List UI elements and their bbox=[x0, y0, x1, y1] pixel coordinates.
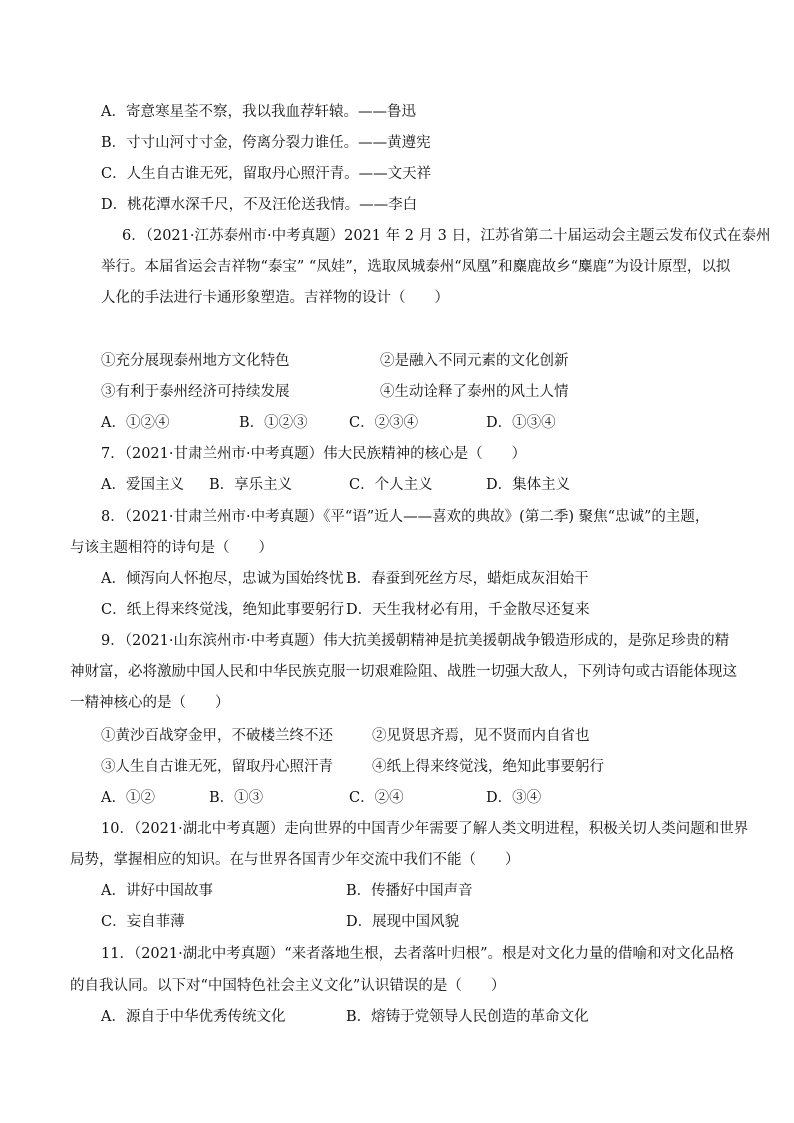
option-b: B．享乐主义 bbox=[209, 477, 293, 493]
statement-1: ①充分展现泰州地方文化特色 bbox=[101, 353, 290, 369]
option-a: A．源自于中华优秀传统文化 bbox=[101, 1009, 286, 1025]
option-b: B．①②③ bbox=[239, 415, 308, 431]
option-c: C．②④ bbox=[349, 790, 404, 806]
option-d: D．①③④ bbox=[486, 415, 556, 431]
option-c: C．纸上得来终觉浅，绝知此事要躬行 bbox=[101, 602, 345, 618]
question-9-line-2: 神财富，必将激励中国人民和中华民族克服一切艰难险阻、战胜一切强大敌人，下列诗句或古语能体现这 bbox=[70, 664, 737, 680]
option-d: D．天生我材必有用，千金散尽还复来 bbox=[346, 602, 590, 618]
question-6-line-3: 人化的手法进行卡通形象塑造。吉祥物的设计（ ） bbox=[101, 290, 449, 306]
option-b: B．传播好中国声音 bbox=[346, 883, 473, 899]
option-b: B．①③ bbox=[209, 790, 264, 806]
option-d: D．桃花潭水深千尺，不及汪伦送我情。——李白 bbox=[101, 197, 418, 213]
option-c: C．人生自古谁无死，留取丹心照汗青。——文天祥 bbox=[101, 166, 432, 182]
question-11-line-1: 11．（2021·湖北中考真题）“来者落地生根，去者落叶归根”。根是对文化力量的借喻和对文化品格 bbox=[101, 946, 735, 962]
statement-1: ①黄沙百战穿金甲，不破楼兰终不还 bbox=[101, 728, 333, 744]
option-d: D．展现中国风貌 bbox=[346, 914, 460, 930]
question-9-line-3: 一精神核心的是（ ） bbox=[70, 695, 230, 711]
statement-4: ④生动诠释了泰州的风土人情 bbox=[380, 384, 569, 400]
option-c: C．个人主义 bbox=[349, 477, 433, 493]
option-b: B．寸寸山河寸寸金，侉离分裂力谁任。——黄遵宪 bbox=[101, 135, 431, 151]
option-a: A．爱国主义 bbox=[101, 477, 184, 493]
statement-2: ②见贤思齐焉，见不贤而内自省也 bbox=[372, 728, 590, 744]
statement-2: ②是融入不同元素的文化创新 bbox=[380, 353, 569, 369]
question-6-line-1: 6．（2021·江苏泰州市·中考真题）2021 年 2 月 3 日，江苏省第二十届运动会主题云发布仪式在泰州 bbox=[122, 228, 771, 244]
option-d: D．③④ bbox=[486, 790, 542, 806]
question-11-line-2: 的自我认同。以下对“中国特色社会主义文化”认识错误的是（ ） bbox=[70, 978, 506, 994]
option-a: A．倾泻向人怀抱尽，忠诚为国始终忧 bbox=[101, 571, 344, 587]
statement-3: ③人生自古谁无死，留取丹心照汗青 bbox=[101, 759, 333, 775]
question-8-line-1: 8．（2021·甘肃兰州市·中考真题）《平“语”近人——喜欢的典故》(第二季) 聚焦“忠诚”的主题， bbox=[101, 509, 710, 525]
question-8-line-2: 与该主题相符的诗句是（ ） bbox=[70, 540, 273, 556]
option-b: B．春蚕到死丝方尽，蜡炬成灰泪始干 bbox=[346, 571, 589, 587]
option-a: A．①② bbox=[101, 790, 155, 806]
question-6-line-2: 举行。本届省运会吉祥物“泰宝” “凤娃”，选取凤城泰州“凤凰”和麋鹿故乡“麋鹿”为设计原型，以拟 bbox=[101, 259, 731, 275]
option-c: C．妄自菲薄 bbox=[101, 914, 185, 930]
question-9-line-1: 9．（2021·山东滨州市·中考真题）伟大抗美援朝精神是抗美援朝战争锻造形成的，是弥足珍贵的精 bbox=[101, 633, 730, 649]
statement-row bbox=[101, 351, 290, 371]
question-10-line-1: 10．（2021·湖北中考真题）走向世界的中国青少年需要了解人类文明进程，积极关切人类问题和世界 bbox=[101, 821, 749, 837]
statement-4: ④纸上得来终觉浅，绝知此事要躬行 bbox=[372, 759, 604, 775]
option-d: D．集体主义 bbox=[486, 477, 571, 493]
option-a: A．①②④ bbox=[101, 415, 170, 431]
option-c: C．②③④ bbox=[349, 415, 419, 431]
statement-3: ③有利于泰州经济可持续发展 bbox=[101, 384, 290, 400]
option-a: A．讲好中国故事 bbox=[101, 883, 213, 899]
question-10-line-2: 局势，掌握相应的知识。在与世界各国青少年交流中我们不能（ ） bbox=[70, 852, 520, 868]
question-7: 7．（2021·甘肃兰州市·中考真题）伟大民族精神的核心是（ ） bbox=[101, 446, 527, 462]
option-a: A．寄意寒星荃不察，我以我血荐轩辕。——鲁迅 bbox=[101, 104, 416, 120]
option-b: B．熔铸于党领导人民创造的革命文化 bbox=[346, 1009, 589, 1025]
